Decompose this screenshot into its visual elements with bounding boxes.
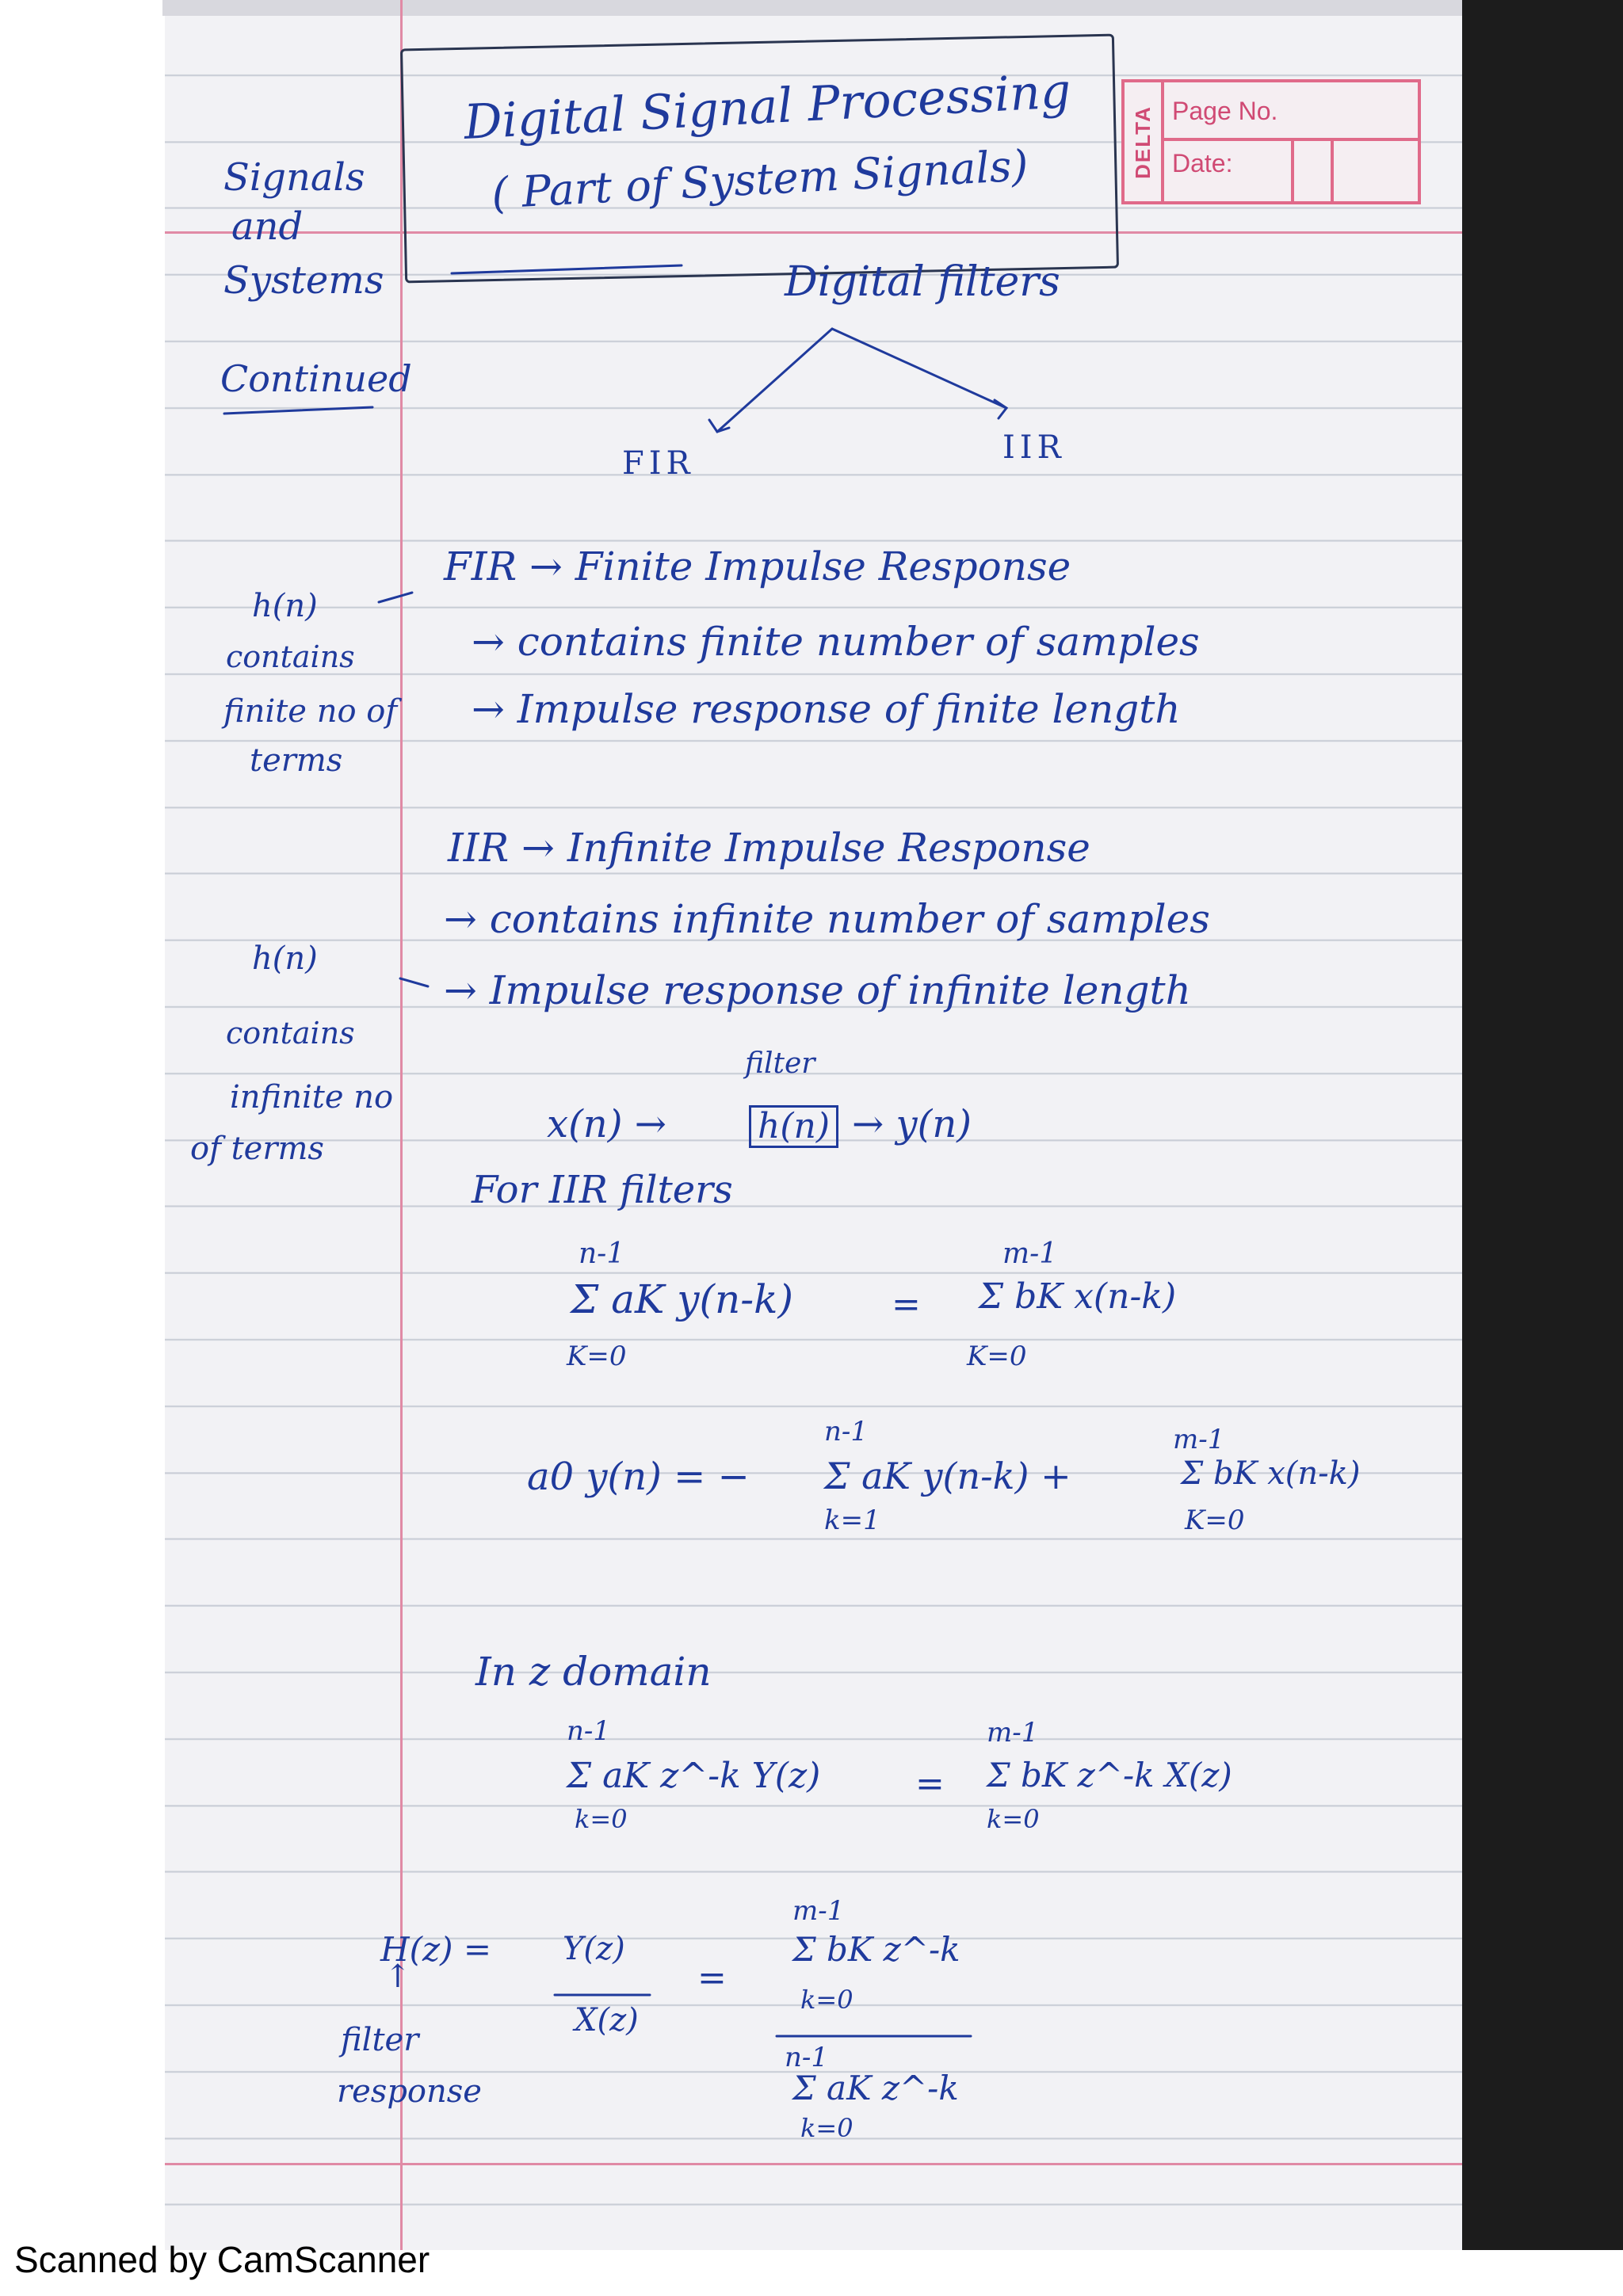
block-input: x(n) → (547, 1102, 666, 1146)
page-subtitle: ( Part of System Signals) (490, 140, 1029, 219)
tree-root: Digital filters (785, 258, 1060, 306)
eq2-sum2-lower: K=0 (1185, 1505, 1245, 1536)
eq2-sum2: Σ bK x(n-k) (1181, 1455, 1361, 1492)
fir-point-2: → Impulse response of finite length (472, 686, 1181, 732)
margin-signals: Signals (223, 155, 365, 200)
eq3-equals: = (915, 1764, 945, 1804)
page-title: Digital Signal Processing (462, 63, 1072, 151)
frac1-num: Y(z) (563, 1931, 625, 1967)
scanner-watermark: Scanned by CamScanner (14, 2239, 430, 2280)
for-iir-label: For IIR filters (472, 1168, 733, 1212)
stamp-brand: DELTA (1125, 82, 1164, 201)
fir-heading: FIR → Finite Impulse Response (444, 543, 1071, 589)
eq1-lhs-upper: n-1 (579, 1238, 625, 1270)
title-underline (452, 265, 682, 273)
eq3-lhs-lower: k=0 (575, 1804, 628, 1834)
num-upper: m-1 (792, 1895, 845, 1927)
fir-point-1: → contains finite number of samples (472, 619, 1200, 665)
margin-continued: Continued (220, 357, 412, 400)
eq3-rhs: Σ bK z^-k X(z) (987, 1756, 1232, 1794)
eq3-rhs-lower: k=0 (987, 1804, 1040, 1834)
block-output: → y(n) (852, 1102, 972, 1146)
num-expr: Σ bK z^-k (792, 1930, 960, 1969)
stamp-page-no: Page No. (1172, 97, 1278, 125)
margin-terms-iir: of terms (190, 1131, 324, 1167)
margin-hn-fir: h(n) (252, 588, 318, 624)
continued-underline (224, 407, 372, 414)
response-note: response (337, 2073, 482, 2110)
num-lower: k=0 (800, 1985, 854, 2015)
filter-note: filter (341, 2022, 419, 2058)
z-domain-label: In z domain (475, 1649, 712, 1695)
tree-branch-left (717, 329, 832, 432)
margin-hn-iir: h(n) (252, 940, 318, 977)
hz-label: H(z) = (380, 1930, 492, 1969)
tree-arrow-left (709, 420, 729, 432)
den-expr: Σ aK z^-k (792, 2069, 959, 2107)
eq2-lhs: a0 y(n) = − (527, 1455, 750, 1499)
eq3-lhs: Σ aK z^-k Y(z) (567, 1756, 821, 1796)
eq3-lhs-upper: n-1 (567, 1715, 611, 1747)
iir-margin-arrow (400, 978, 428, 986)
eq2-sum2-upper: m-1 (1173, 1424, 1225, 1455)
up-arrow-icon: ↑ (384, 1958, 411, 1995)
margin-contains-fir: contains (226, 639, 355, 674)
block-filter-box: h(n) (749, 1105, 838, 1148)
iir-heading: IIR → Infinite Impulse Response (448, 825, 1090, 871)
margin-and: and (231, 204, 304, 249)
iir-point-2: → Impulse response of infinite length (444, 967, 1191, 1013)
margin-contains-iir: contains (226, 1016, 355, 1051)
margin-terms-fir: terms (250, 742, 343, 779)
tree-fir: FIR (622, 445, 695, 482)
eq1-lhs-lower: K=0 (567, 1341, 627, 1372)
margin-infinite-no: infinite no (230, 1079, 394, 1116)
tree-branch-right (832, 329, 1006, 408)
eq3-rhs-upper: m-1 (987, 1717, 1039, 1749)
tree-iir: IIR (1002, 429, 1066, 466)
eq1-rhs-lower: K=0 (967, 1341, 1027, 1372)
eq1-equals: = (892, 1284, 921, 1325)
margin-systems: Systems (223, 258, 384, 303)
stamp-date: Date: (1172, 149, 1233, 177)
margin-finite-no: finite no of (223, 693, 398, 730)
eq2-sum1-upper: n-1 (824, 1416, 869, 1447)
frac-equals: = (697, 1958, 727, 1998)
eq2-sum1: Σ aK y(n-k) + (824, 1455, 1071, 1497)
den-upper: n-1 (785, 2042, 829, 2073)
fir-margin-arrow (379, 593, 412, 602)
eq1-rhs-upper: m-1 (1002, 1238, 1058, 1270)
frac1-den: X(z) (575, 2002, 639, 2039)
block-filter-label: filter (745, 1047, 815, 1080)
iir-point-1: → contains infinite number of samples (444, 896, 1210, 942)
eq1-rhs: Σ bK x(n-k) (979, 1276, 1177, 1317)
eq2-sum1-lower: k=1 (824, 1505, 880, 1536)
den-lower: k=0 (800, 2113, 854, 2143)
eq1-lhs: Σ aK y(n-k) (571, 1276, 793, 1322)
